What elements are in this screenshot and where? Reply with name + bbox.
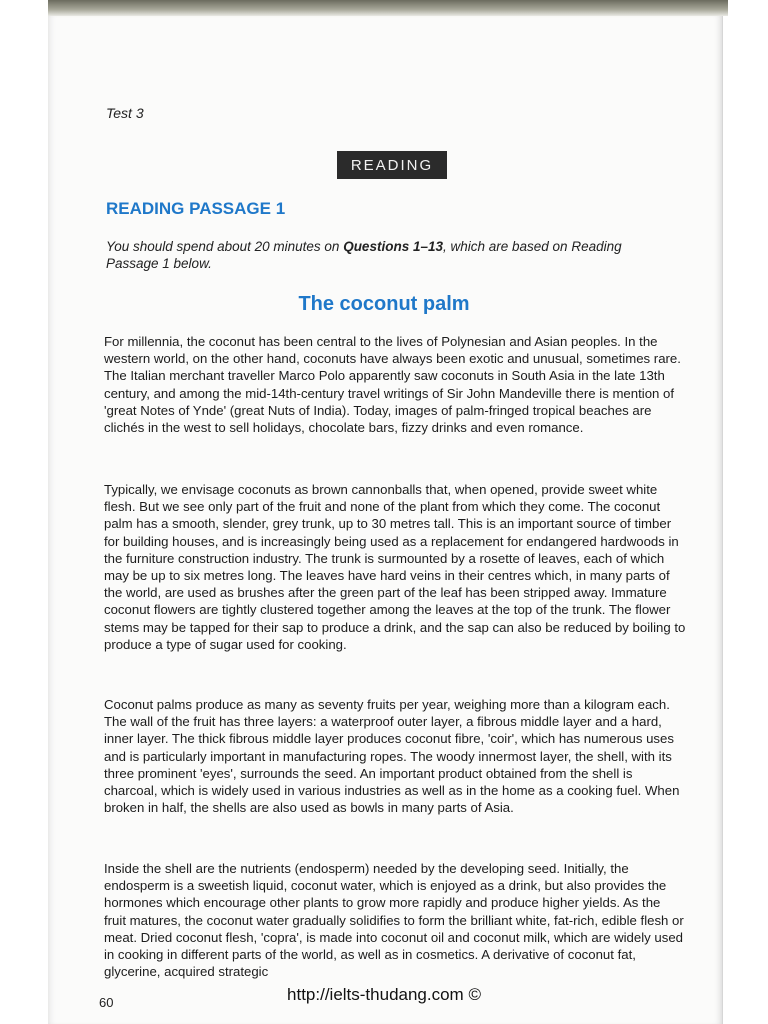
paragraph-4: Inside the shell are the nutrients (endosperm) needed by the developing seed. Initially, the endosperm is a sweetish liquid, coconut water, which is enjoyed as a drink, but also provides the hormones which encourage other plants to grow more rapidly and produce higher yields. As the fruit matures, the coconut water gradually solidifies to form the brilliant white, fat-rich, edible flesh or meat. Dried coconut flesh, 'copra', is made into coconut oil and coconut milk, which are widely used in cooking in different parts of the world, as well as in cosmetics. A derivative of coconut fat, glycerine, acquired strategic (104, 861, 684, 980)
article-title: The coconut palm (298, 293, 470, 315)
instructions-questions: Questions 1–13 (343, 239, 443, 254)
page-number: 60 (99, 995, 114, 1010)
test-label: Test 3 (106, 105, 144, 121)
section-badge: READING (337, 151, 447, 179)
scan-top-edge (48, 0, 728, 16)
instructions (106, 238, 676, 272)
passage-title: READING PASSAGE 1 (106, 199, 286, 218)
paragraph-2: Typically, we envisage coconuts as brown cannonballs that, when opened, provide sweet white flesh. But we see only part of the fruit and none of the plant from which they come. The coconut palm has a smooth, slender, grey trunk, up to 30 metres tall. This is an important source of timber for building houses, and is increasingly being used as a replacement for endangered hardwoods in the furniture construction industry. The trunk is surmounted by a rosette of leaves, each of which may be up to six metres long. The leaves have hard veins in their centres which, in many parts of the world, are used as brushes after the green part of the leaf has been stripped away. Immature coconut flowers are tightly clustered together among the leaves at the top of the trunk. The flower stems may be tapped for their sap to produce a drink, and the sap can also be reduced by boiling to produce a type of sugar used for cooking. (104, 482, 686, 652)
paragraph-1: For millennia, the coconut has been central to the lives of Polynesian and Asian peoples. In the western world, on the other hand, coconuts have always been exotic and unusual, sometimes rare. The Italian merchant traveller Marco Polo apparently saw coconuts in South Asia in the late 13th century, and among the mid-14th-century travel writings of Sir John Mandeville there is mention of 'great Notes of Ynde' (great Nuts of India). Today, images of palm-fringed tropical beaches are clichés in the west to sell holidays, chocolate bars, fizzy drinks and even romance. (104, 334, 681, 436)
paragraph-3: Coconut palms produce as many as seventy fruits per year, weighing more than a kilogram each. The wall of the fruit has three layers: a waterproof outer layer, a fibrous middle layer and a hard, inner layer. The thick fibrous middle layer produces coconut fibre, 'coir', which has numerous uses and is particularly important in manufacturing ropes. The woody innermost layer, the shell, with its three prominent 'eyes', surrounds the seed. An important product obtained from the shell is charcoal, which is widely used in various industries as well as in the home as a cooking fuel. When broken in half, the shells are also used as bowls in many parts of Asia. (104, 697, 680, 816)
page-margin (722, 16, 768, 1024)
instructions-text-end: , which are based on Reading Passage 1 below. (106, 239, 622, 271)
footer-url[interactable]: http://ielts-thudang.com © (287, 985, 481, 1004)
instructions-text: You should spend about 20 minutes on (106, 239, 344, 254)
